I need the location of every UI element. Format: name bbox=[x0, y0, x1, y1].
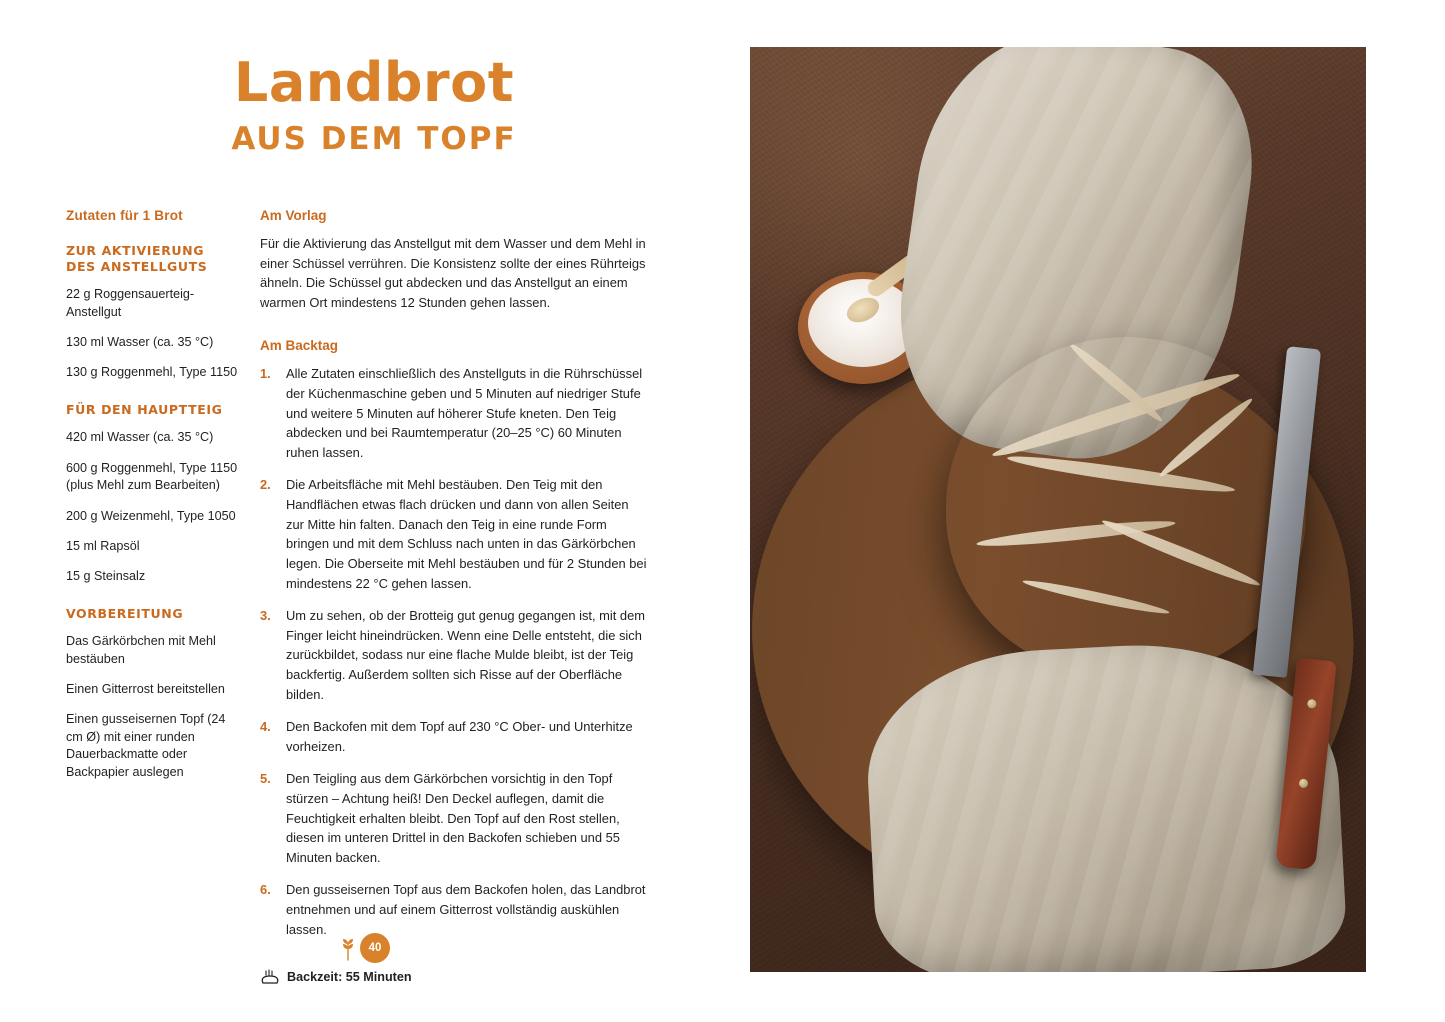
bread-loaf-icon bbox=[260, 969, 280, 985]
ingredients-heading: Zutaten für 1 Brot bbox=[66, 208, 183, 223]
step-item bbox=[260, 769, 650, 867]
section-text-vorteig: Für die Aktivierung das Anstellgut mit dem Wasser und dem Mehl in einer Schüssel verrühren. Die Konsistenz sollte der eines Rührteigs ähneln. Die Schüssel gut abdecken und das Anstellgut an einem warmen Ort mindestens 12 Stunden gehen lassen. bbox=[260, 236, 646, 310]
step-item bbox=[260, 880, 650, 939]
step-number: 6. bbox=[260, 882, 271, 898]
steps-list bbox=[260, 364, 650, 939]
step-item bbox=[260, 717, 650, 756]
bread-loaf bbox=[946, 337, 1306, 677]
knife-rivet bbox=[1307, 699, 1317, 709]
step-text: Den gusseisernen Topf aus dem Backofen holen, das Landbrot entnehmen und auf einem Gitterrost vollständig auskühlen lassen. bbox=[286, 882, 646, 937]
bake-time-label: Backzeit: 55 Minuten bbox=[287, 970, 412, 985]
ingredient-group-title: ZUR AKTIVIERUNG DES ANSTELLGUTS bbox=[66, 243, 208, 274]
ingredient-item: 420 ml Wasser (ca. 35 °C) bbox=[66, 430, 214, 445]
crust-crack bbox=[1157, 395, 1256, 481]
ingredient-group bbox=[66, 606, 238, 781]
page-subtitle: AUS DEM TOPF bbox=[231, 121, 517, 157]
ingredient-item: 130 ml Wasser (ca. 35 °C) bbox=[66, 335, 214, 349]
ingredient-item: Einen gusseisernen Topf (24 cm Ø) mit einer runden Dauerbackmatte oder Backpapier auslegen bbox=[66, 712, 226, 779]
step-number: 2. bbox=[260, 477, 271, 493]
ingredient-item: 200 g Weizenmehl, Type 1050 bbox=[66, 508, 236, 523]
step-number: 1. bbox=[260, 366, 271, 382]
wheat-icon bbox=[340, 935, 356, 961]
ingredient-item: 15 ml Rapsöl bbox=[66, 538, 140, 553]
title-block bbox=[64, 51, 684, 157]
crust-crack bbox=[1022, 577, 1171, 618]
step-text: Die Arbeitsfläche mit Mehl bestäuben. Den Teig mit den Handflächen etwas flach drücken und dann von allen Seiten zur Mitte hin falten. Danach den Teig in eine runde Form bringen und mit dem Schluss nach unten in das Gärkörbchen legen. Die Oberseite mit Mehl bestäuben und für 2 Stunden bei mindestens 22 °C gehen lassen. bbox=[286, 477, 647, 591]
page-number-badge: 40 bbox=[360, 933, 390, 963]
step-item bbox=[260, 475, 650, 593]
step-text: Um zu sehen, ob der Brotteig gut genug gegangen ist, mit dem Finger leicht hineindrücken. Wenn eine Delle entsteht, die sich zurückbildet, sodass nur eine flache Mulde bleibt, ist der Teig backfertig. Außerdem sollten sich Risse auf der Oberfläche bilden. bbox=[286, 608, 646, 702]
bake-time bbox=[260, 969, 650, 985]
ingredient-item: Einen Gitterrost bereitstellen bbox=[66, 682, 225, 696]
ingredient-item: 22 g Roggensauerteig-Anstellgut bbox=[66, 287, 195, 319]
ingredient-group-title: VORBEREITUNG bbox=[66, 605, 184, 621]
ingredient-group bbox=[66, 402, 238, 586]
page-title: Landbrot bbox=[233, 51, 515, 114]
ingredient-item: 130 g Roggenmehl, Type 1150 bbox=[66, 365, 238, 380]
linen-cloth-bottom bbox=[862, 635, 1349, 972]
recipe-photo bbox=[750, 47, 1366, 972]
step-item bbox=[260, 606, 650, 704]
step-number: 4. bbox=[260, 719, 271, 735]
ingredient-group bbox=[66, 243, 238, 382]
ingredient-item: 15 g Steinsalz bbox=[66, 569, 146, 584]
cloth-folds bbox=[862, 635, 1349, 972]
step-number: 5. bbox=[260, 771, 271, 787]
step-item bbox=[260, 364, 650, 462]
ingredient-item: 600 g Roggenmehl, Type 1150 (plus Mehl zum Bearbeiten) bbox=[66, 460, 238, 493]
knife-rivet bbox=[1299, 778, 1309, 788]
page-number bbox=[340, 932, 392, 964]
ingredients-column bbox=[66, 208, 238, 801]
section-heading-vorteig: Am Vorlag bbox=[260, 208, 327, 223]
step-text: Den Teigling aus dem Gärkörbchen vorsichtig in den Topf stürzen – Achtung heiß! Den Deckel auflegen, damit die Feuchtigkeit erhalten bleibt. Den Topf auf den Rost stellen, diesen im unteren Drittel in den Backofen schieben und 55 Minuten backen. bbox=[286, 771, 620, 865]
ingredient-item: Das Gärkörbchen mit Mehl bestäuben bbox=[66, 634, 216, 666]
crust-crack bbox=[1006, 451, 1236, 497]
section-heading-backtag: Am Backtag bbox=[260, 338, 339, 354]
step-text: Alle Zutaten einschließlich des Anstellguts in die Rührschüssel der Küchenmaschine geben und 5 Minuten auf niedriger Stufe und weitere 5 Minuten auf höherer Stufe kneten. Den Teig abdecken und bei Raumtemperatur (20–25 °C) 60 Minuten ruhen lassen. bbox=[286, 366, 643, 460]
ingredient-group-title: FÜR DEN HAUPTTEIG bbox=[66, 401, 223, 417]
crust-crack bbox=[1100, 516, 1262, 591]
step-text: Den Backofen mit dem Topf auf 230 °C Ober- und Unterhitze vorheizen. bbox=[286, 719, 633, 754]
instructions-column bbox=[260, 208, 650, 985]
step-number: 3. bbox=[260, 608, 271, 624]
